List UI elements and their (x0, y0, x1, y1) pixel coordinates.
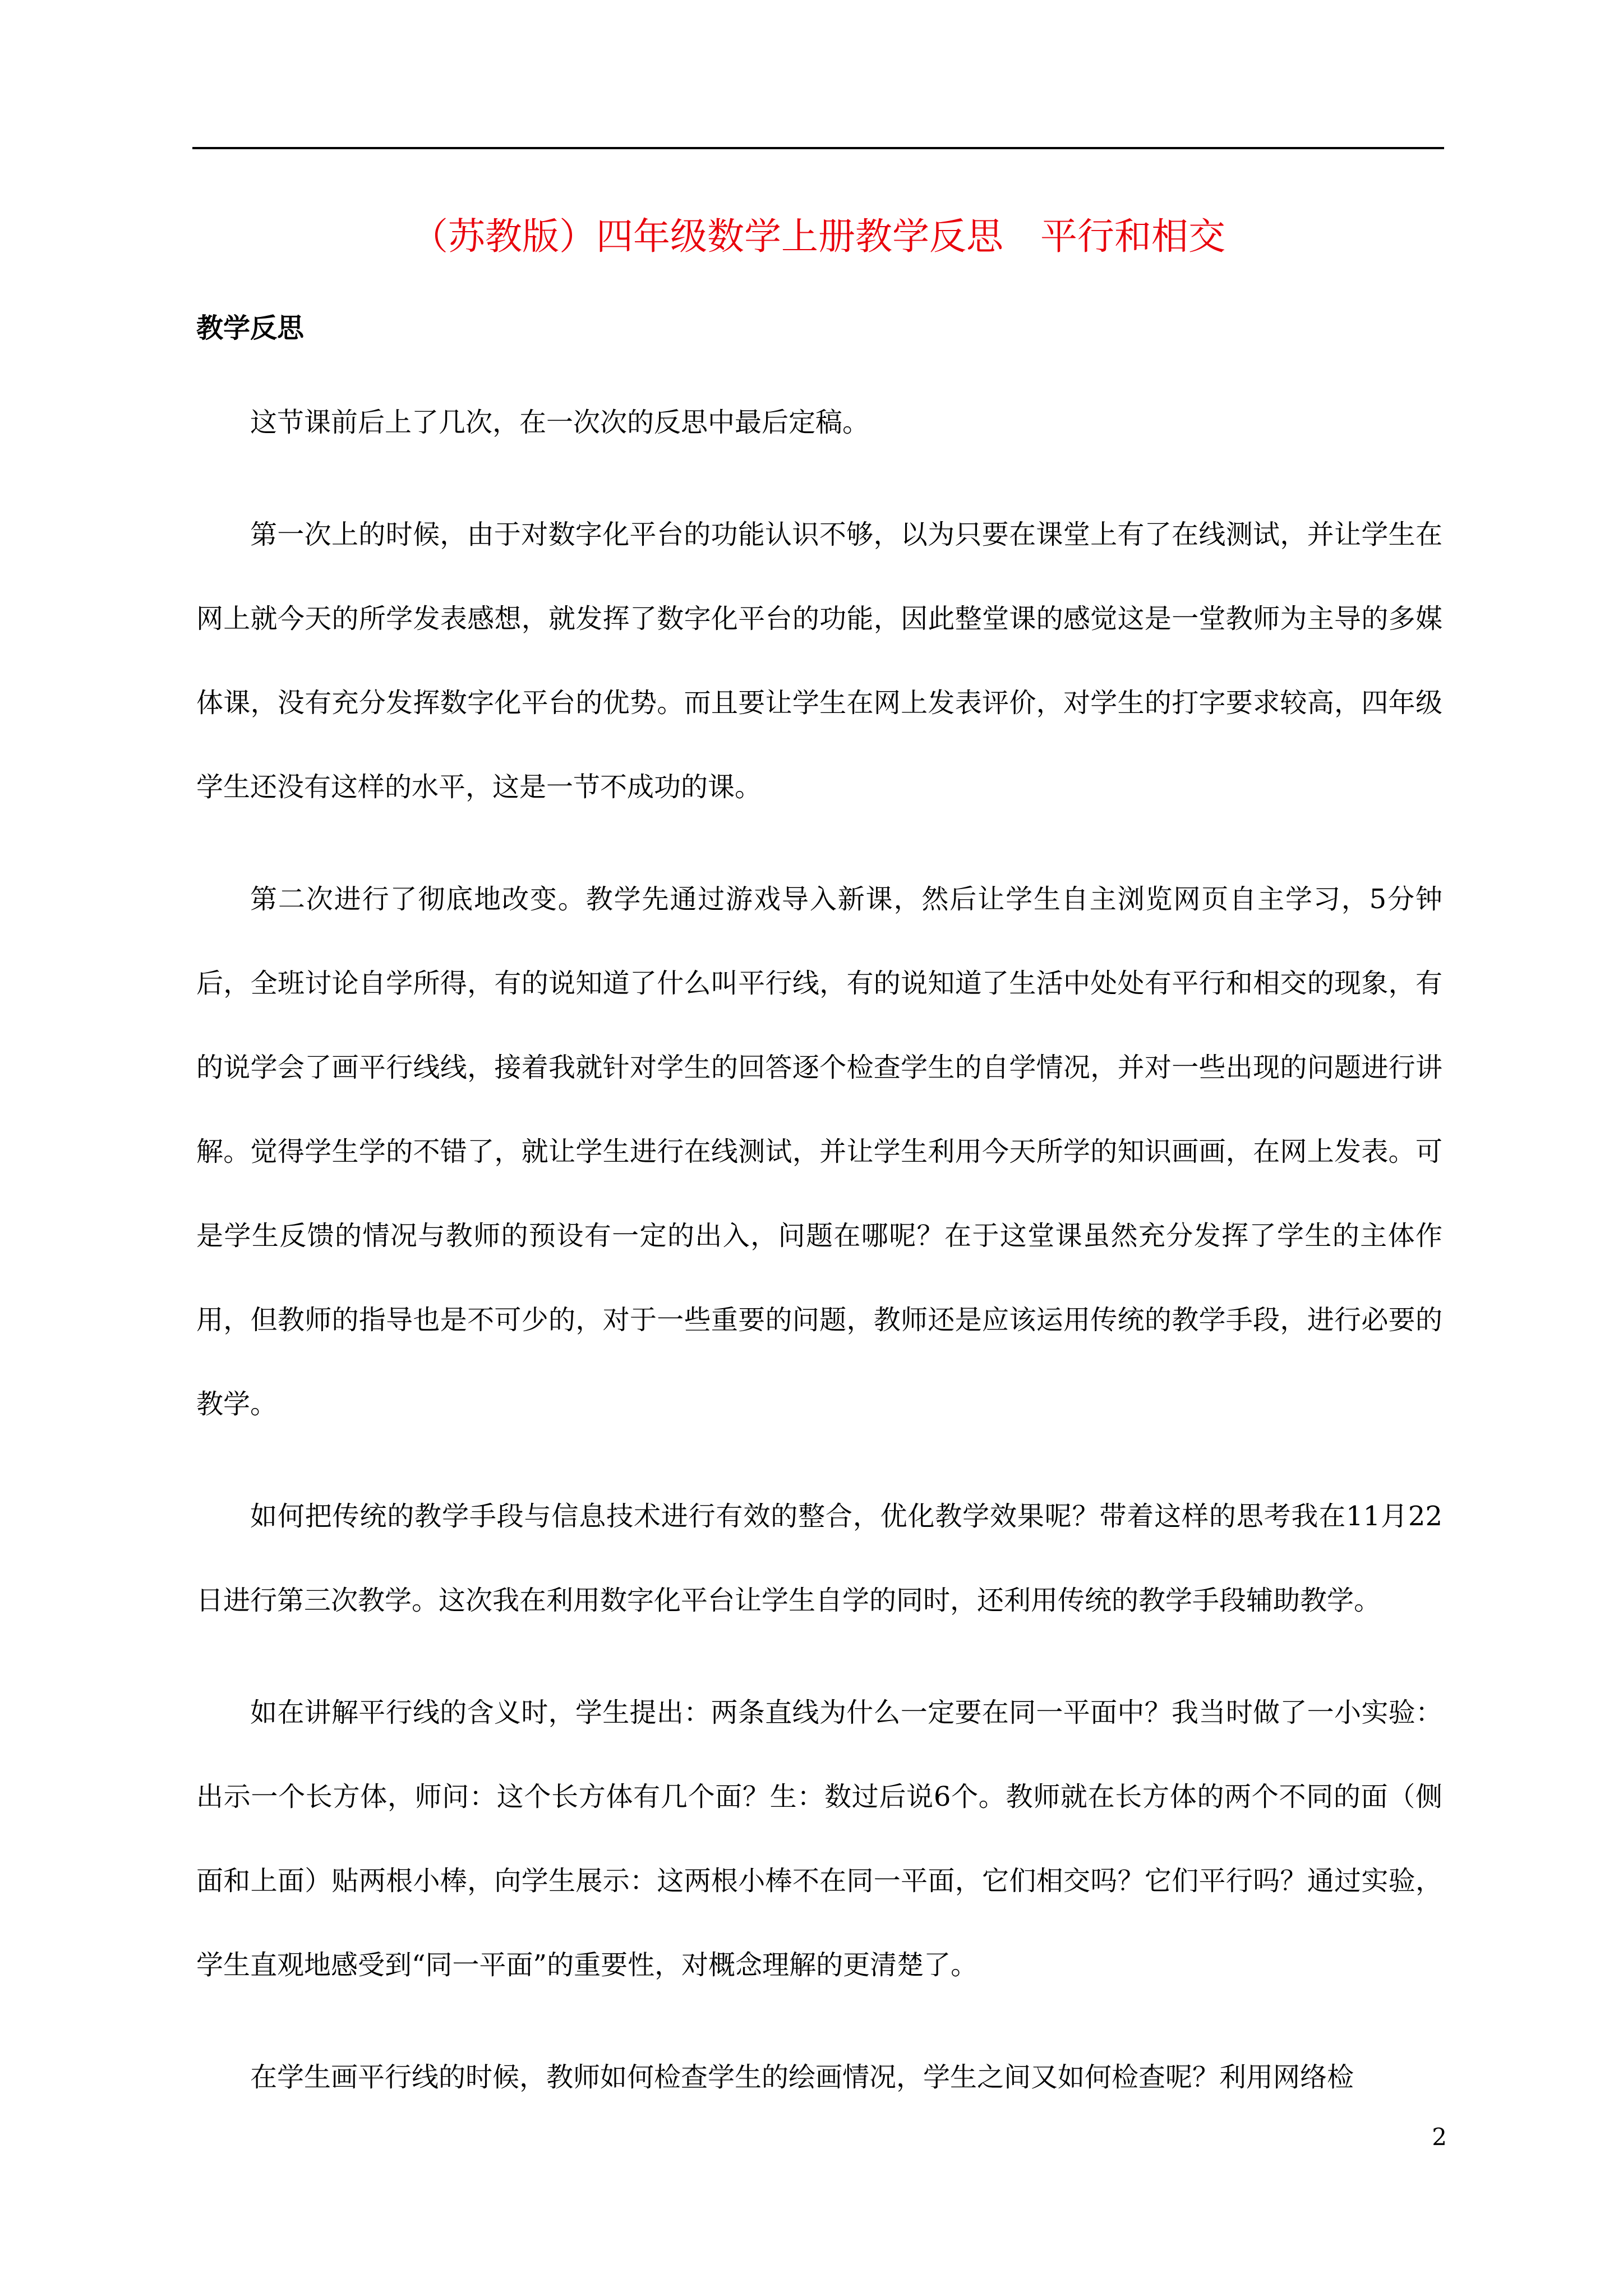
paragraph-5: 如在讲解平行线的含义时，学生提出：两条直线为什么一定要在同一平面中？我当时做了一小实验：出示一个长方体，师问：这个长方体有几个面？生：数过后说6个。教师就在长方体的两个不同的面（侧面和上面）贴两根小棒，向学生展示：这两根小棒不在同一平面，它们相交吗？它们平行吗？通过实验，学生直观地感受到“同一平面”的重要性，对概念理解的更清楚了。 (196, 1697, 1442, 1981)
section-heading: 教学反思 (196, 312, 305, 344)
paragraph-6: 在学生画平行线的时候，教师如何检查学生的绘画情况，学生之间又如何检查呢？利用网络检 (250, 2062, 1354, 2093)
page-number: 2 (1432, 2123, 1447, 2151)
paragraph-1: 这节课前后上了几次，在一次次的反思中最后定稿。 (250, 407, 870, 438)
paragraph-3: 第二次进行了彻底地改变。教学先通过游戏导入新课，然后让学生自主浏览网页自主学习，5分钟后，全班讨论自学所得，有的说知道了什么叫平行线，有的说知道了生活中处处有平行和相交的现象，有的说学会了画平行线线，接着我就针对学生的回答逐个检查学生的自学情况，并对一些出现的问题进行讲解。觉得学生学的不错了，就让学生进行在线测试，并让学生利用今天所学的知识画画，在网上发表。可是学生反馈的情况与教师的预设有一定的出入，问题在哪呢？在于这堂课虽然充分发挥了学生的主体作用，但教师的指导也是不可少的，对于一些重要的问题，教师还是应该运用传统的教学手段，进行必要的教学。 (196, 884, 1442, 1420)
header-rule (192, 147, 1444, 149)
paragraph-4: 如何把传统的教学手段与信息技术进行有效的整合，优化教学效果呢？带着这样的思考我在11月22日进行第三次教学。这次我在利用数字化平台让学生自学的同时，还利用传统的教学手段辅助教学。 (196, 1501, 1442, 1616)
document-title: （苏教版）四年级数学上册教学反思 平行和相交 (411, 215, 1225, 258)
body-text (196, 380, 1442, 2147)
paragraph-2: 第一次上的时候，由于对数字化平台的功能认识不够，以为只要在课堂上有了在线测试，并让学生在网上就今天的所学发表感想，就发挥了数字化平台的功能，因此整堂课的感觉这是一堂教师为主导的多媒体课，没有充分发挥数字化平台的优势。而且要让学生在网上发表评价，对学生的打字要求较高，四年级学生还没有这样的水平，这是一节不成功的课。 (196, 519, 1442, 803)
